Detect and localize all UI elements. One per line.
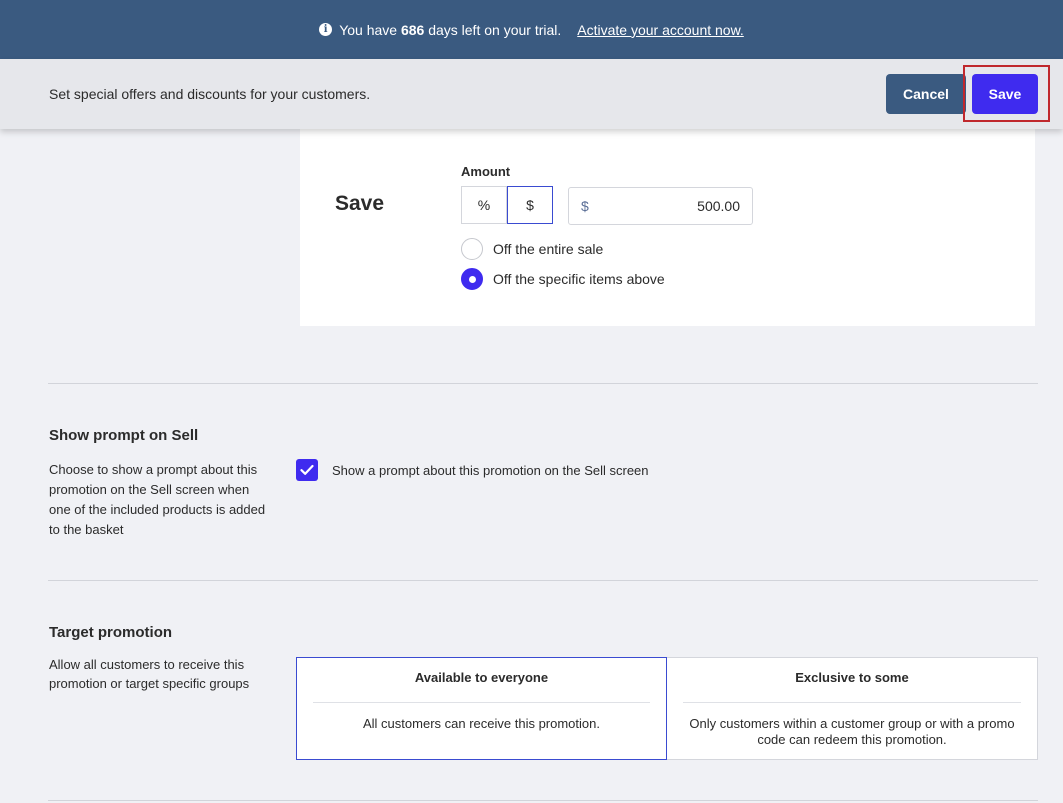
cancel-button[interactable]: Cancel <box>886 74 966 114</box>
trial-prefix: You have <box>339 21 398 38</box>
radio-button[interactable] <box>461 238 483 260</box>
option-title: Exclusive to some <box>795 670 909 685</box>
option-description: All customers can receive this promotion. <box>363 716 600 731</box>
prompt-section-description: Choose to show a prompt about this promotion on the Sell screen when one of the included products is added to the basket <box>49 462 266 537</box>
option-divider <box>313 702 650 703</box>
radio-specific-items[interactable] <box>461 268 665 290</box>
radio-label: Off the specific items above <box>493 271 665 287</box>
amount-label: Amount <box>461 164 511 179</box>
radio-button[interactable] <box>461 268 483 290</box>
option-exclusive-to-some[interactable] <box>666 657 1038 760</box>
option-available-to-everyone[interactable] <box>296 657 667 760</box>
section-divider <box>48 580 1038 581</box>
prompt-checkbox[interactable] <box>296 459 318 481</box>
info-icon: i <box>319 23 332 36</box>
activate-account-link[interactable]: Activate your account now. <box>577 21 744 38</box>
save-button[interactable]: Save <box>972 74 1038 114</box>
option-title: Available to everyone <box>414 670 549 685</box>
action-bar <box>0 59 1063 129</box>
radio-label: Off the entire sale <box>493 241 604 257</box>
amount-value: 500.00 <box>697 198 740 214</box>
prompt-checkbox-label: Show a prompt about this promotion on the Sell screen <box>332 462 649 478</box>
amount-input[interactable] <box>568 187 753 225</box>
trial-banner <box>0 0 1063 59</box>
target-section-description: Allow all customers to receive this promotion or target specific groups <box>49 657 250 691</box>
discount-card <box>300 129 1035 326</box>
option-description: Only customers within a customer group or with a promo code can redeem this promotion. <box>689 716 1015 747</box>
discount-heading: Save <box>335 192 385 215</box>
trial-days: 686 <box>400 21 425 38</box>
dollar-toggle-button[interactable]: $ <box>507 186 553 224</box>
prompt-section-title: Show prompt on Sell <box>49 427 199 444</box>
section-divider <box>48 800 1038 801</box>
trial-suffix: days left on your trial. <box>428 21 562 38</box>
discount-type-toggle <box>461 186 553 224</box>
target-section-title: Target promotion <box>49 624 173 641</box>
prompt-checkbox-row[interactable] <box>296 459 649 481</box>
currency-symbol: $ <box>581 198 589 214</box>
radio-entire-sale[interactable] <box>461 238 603 260</box>
section-divider <box>48 383 1038 384</box>
page-subtitle: Set special offers and discounts for your customers. <box>49 86 371 102</box>
checkmark-icon <box>300 464 314 476</box>
option-divider <box>683 702 1021 703</box>
percent-toggle-button[interactable]: % <box>461 186 507 224</box>
